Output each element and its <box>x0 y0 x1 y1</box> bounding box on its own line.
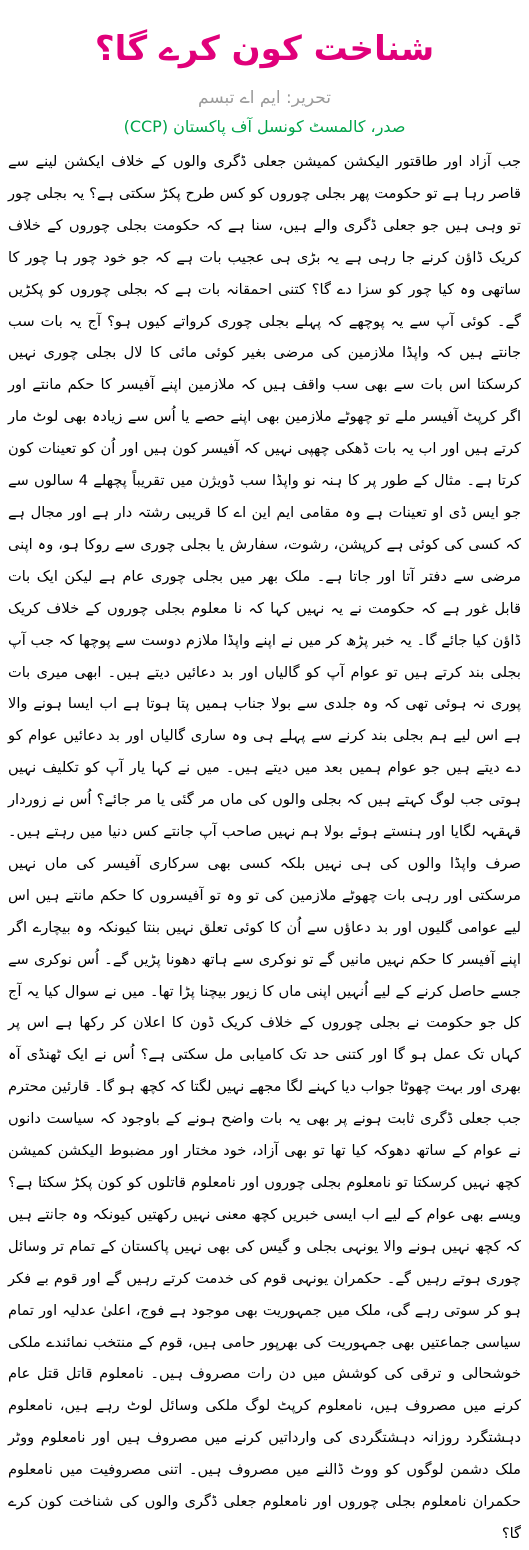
article-body: جب آزاد اور طاقتور الیکشن کمیشن جعلی ڈگری والوں کے خلاف ایکشن لینے سے قاصر رہا ہے تو حکومت پھر بجلی چوروں کو کس طرح پکڑ سکتی ہے؟ یہ بجلی چور تو وہی ہیں جو جعلی ڈگری والے ہیں، سنا ہے کہ حکومت بجلی چوروں کے خلاف کریک ڈاؤن کرنے جا رہی ہے یہ بڑی ہی عجیب بات ہے کہ جو خود چور ہا چور کا ساتھی وہ کیا چور کو سزا دے گا؟ کتنی احمقانہ بات ہے کہ بجلی چوروں کو پکڑیں گے۔ کوئی آپ سے یہ پوچھے کہ پہلے بجلی چوری کرواتے کیوں ہو؟ آج یہ بات سب جانتے ہیں کہ واپڈا ملازمین کی مرضی بغیر کوئی مائی کا لال بجلی چوری نہیں کرسکتا اس بات سے بھی سب واقف ہیں کہ ملازمین اپنے آفیسر کا حکم مانتے اور اگر کرپٹ آفیسر ملے تو چھوٹے ملازمین بھی اپنے حصے یا اُس سے زیادہ بھی لوٹ مار کرتے ہیں اور اب یہ بات ڈھکی چھپی نہیں کہ آفیسر کون ہیں اور اُن کو تعینات کون کرتا ہے۔ مثال کے طور پر کا ہنہ نو واپڈا سب ڈویژن میں تقریباً پچھلے 4 سالوں سے جو ایس ڈی او تعینات ہے وہ مقامی ایم این اے کا قریبی رشتہ دار ہے اور مجال ہے کہ کسی کی کوئی ہے کرپشن، رشوت، سفارش یا بجلی چوری سے روکا ہو، وہ اپنی مرضی سے دفتر آتا اور جاتا ہے۔ ملک بھر میں بجلی چوری عام ہے لیکن ایک بات قابل غور ہے کہ حکومت نے یہ نہیں کہا کہ نا معلوم بجلی چوروں کے خلاف کریک ڈاؤن کیا جائے گا۔ یہ خبر پڑھ کر میں نے اپنے واپڈا ملازم دوست سے پوچھا کہ جب آپ بجلی بند کرتے ہیں تو عوام آپ کو گالیاں اور بد دعائیں دیتے ہیں۔ ابھی میری بات پوری نہ ہوئی تھی کہ وہ جلدی سے بولا جناب ہمیں پتا ہوتا ہے اب ایسا ہونے والا ہے اس لیے ہم بجلی بند کرنے سے پہلے ہی وہ ساری گالیاں اور بد دعائیں عوام کو دے دیتے ہیں جو عوام ہمیں بعد میں دیتے ہیں۔ میں نے کہا یار آپ کو تکلیف نہیں ہوتی جب لوگ کہتے ہیں کہ بجلی والوں کی ماں مر گئی یا مر جائے؟ اُس نے زوردار قہقہہ لگایا اور ہنستے ہوئے بولا ہم نہیں صاحب آپ جانتے کس دنیا میں رہتے ہیں۔ صرف واپڈا والوں کی ہی نہیں بلکہ کسی بھی سرکاری آفیسر کی ماں نہیں مرسکتی اور رہی بات چھوٹے ملازمین کی تو وہ تو آفیسروں کا حکم مانتے ہیں اس لیے عوامی گلیوں اور بد دعاؤں سے اُن کا کوئی تعلق نہیں بنتا کیونکہ وہ بیچارے اگر اپنے آفیسر کا حکم نہیں مانیں گے تو نوکری سے ہاتھ دھونا پڑیں گے۔ اُس نوکری سے جسے حاصل کرنے کے لیے اُنہیں اپنی ماں کا زیور بیچنا پڑا تھا۔ میں نے سوال کیا یہ آج کل جو حکومت نے بجلی چوروں کے خلاف کریک ڈون کا اعلان کر رکھا ہے اس پر کہاں تک عمل ہو گا اور کتنی حد تک کامیابی مل سکتی ہے؟ اُس نے ایک ٹھنڈی آہ بھری اور بہت چھوٹا جواب دیا کہنے لگا مجھے نہیں لگتا کہ کچھ ہو گا۔ قارئین محترم جب جعلی ڈگری ثابت ہونے پر بھی یہ بات واضح ہونے کے باوجود کہ سیاست دانوں نے عوام کے ساتھ دھوکہ کیا تھا تو بھی آزاد، خود مختار اور مضبوط الیکشن کمیشن کچھ نہیں کرسکتا تو نامعلوم بجلی چوروں اور نامعلوم قاتلوں کو کون پکڑ سکتا ہے؟ ویسے بھی عوام کے لیے اب ایسی خبریں کچھ معنی نہیں رکھتیں کیونکہ وہ جانتے ہیں کہ کچھ نہیں ہونے والا یونہی بجلی و گیس کی بھی نہیں پاکستان کے تمام تر وسائل چوری ہوتے رہیں گے۔ حکمران یونہی قوم کی خدمت کرتے رہیں گے اور قوم بے فکر ہو کر سوتی رہے گی، ملک میں جمہوریت بھی موجود ہے فوج، اعلیٰ عدلیہ اور تمام سیاسی جماعتیں بھی جمہوریت کی بھرپور حامی ہیں، قوم کے منتخب نمائندے ملکی خوشحالی و ترقی کی کوشش میں دن رات مصروف ہیں۔ نامعلوم قاتل قتل عام کرنے میں مصروف ہیں، نامعلوم کرپٹ لوگ ملکی وسائل لوٹ رہے ہیں، نامعلوم دہشتگرد روزانہ دہشتگردی کی وارداتیں کرنے میں مصروف ہیں اور نامعلوم ووٹر ملک دشمن لوگوں کو ووٹ ڈالنے میں مصروف ہیں۔ اتنی مصروفیت میں نامعلوم حکمران نامعلوم بجلی چوروں اور نامعلوم جعلی ڈگری والوں کی شناخت کون کرے گا؟ <box>8 153 521 1542</box>
author-byline: تحریر: ایم اے تبسم <box>198 88 331 108</box>
article-title: شناخت کون کرے گا؟ <box>94 29 435 69</box>
author-role: صدر، کالمسٹ کونسل آف پاکستان (CCP) <box>123 117 406 136</box>
